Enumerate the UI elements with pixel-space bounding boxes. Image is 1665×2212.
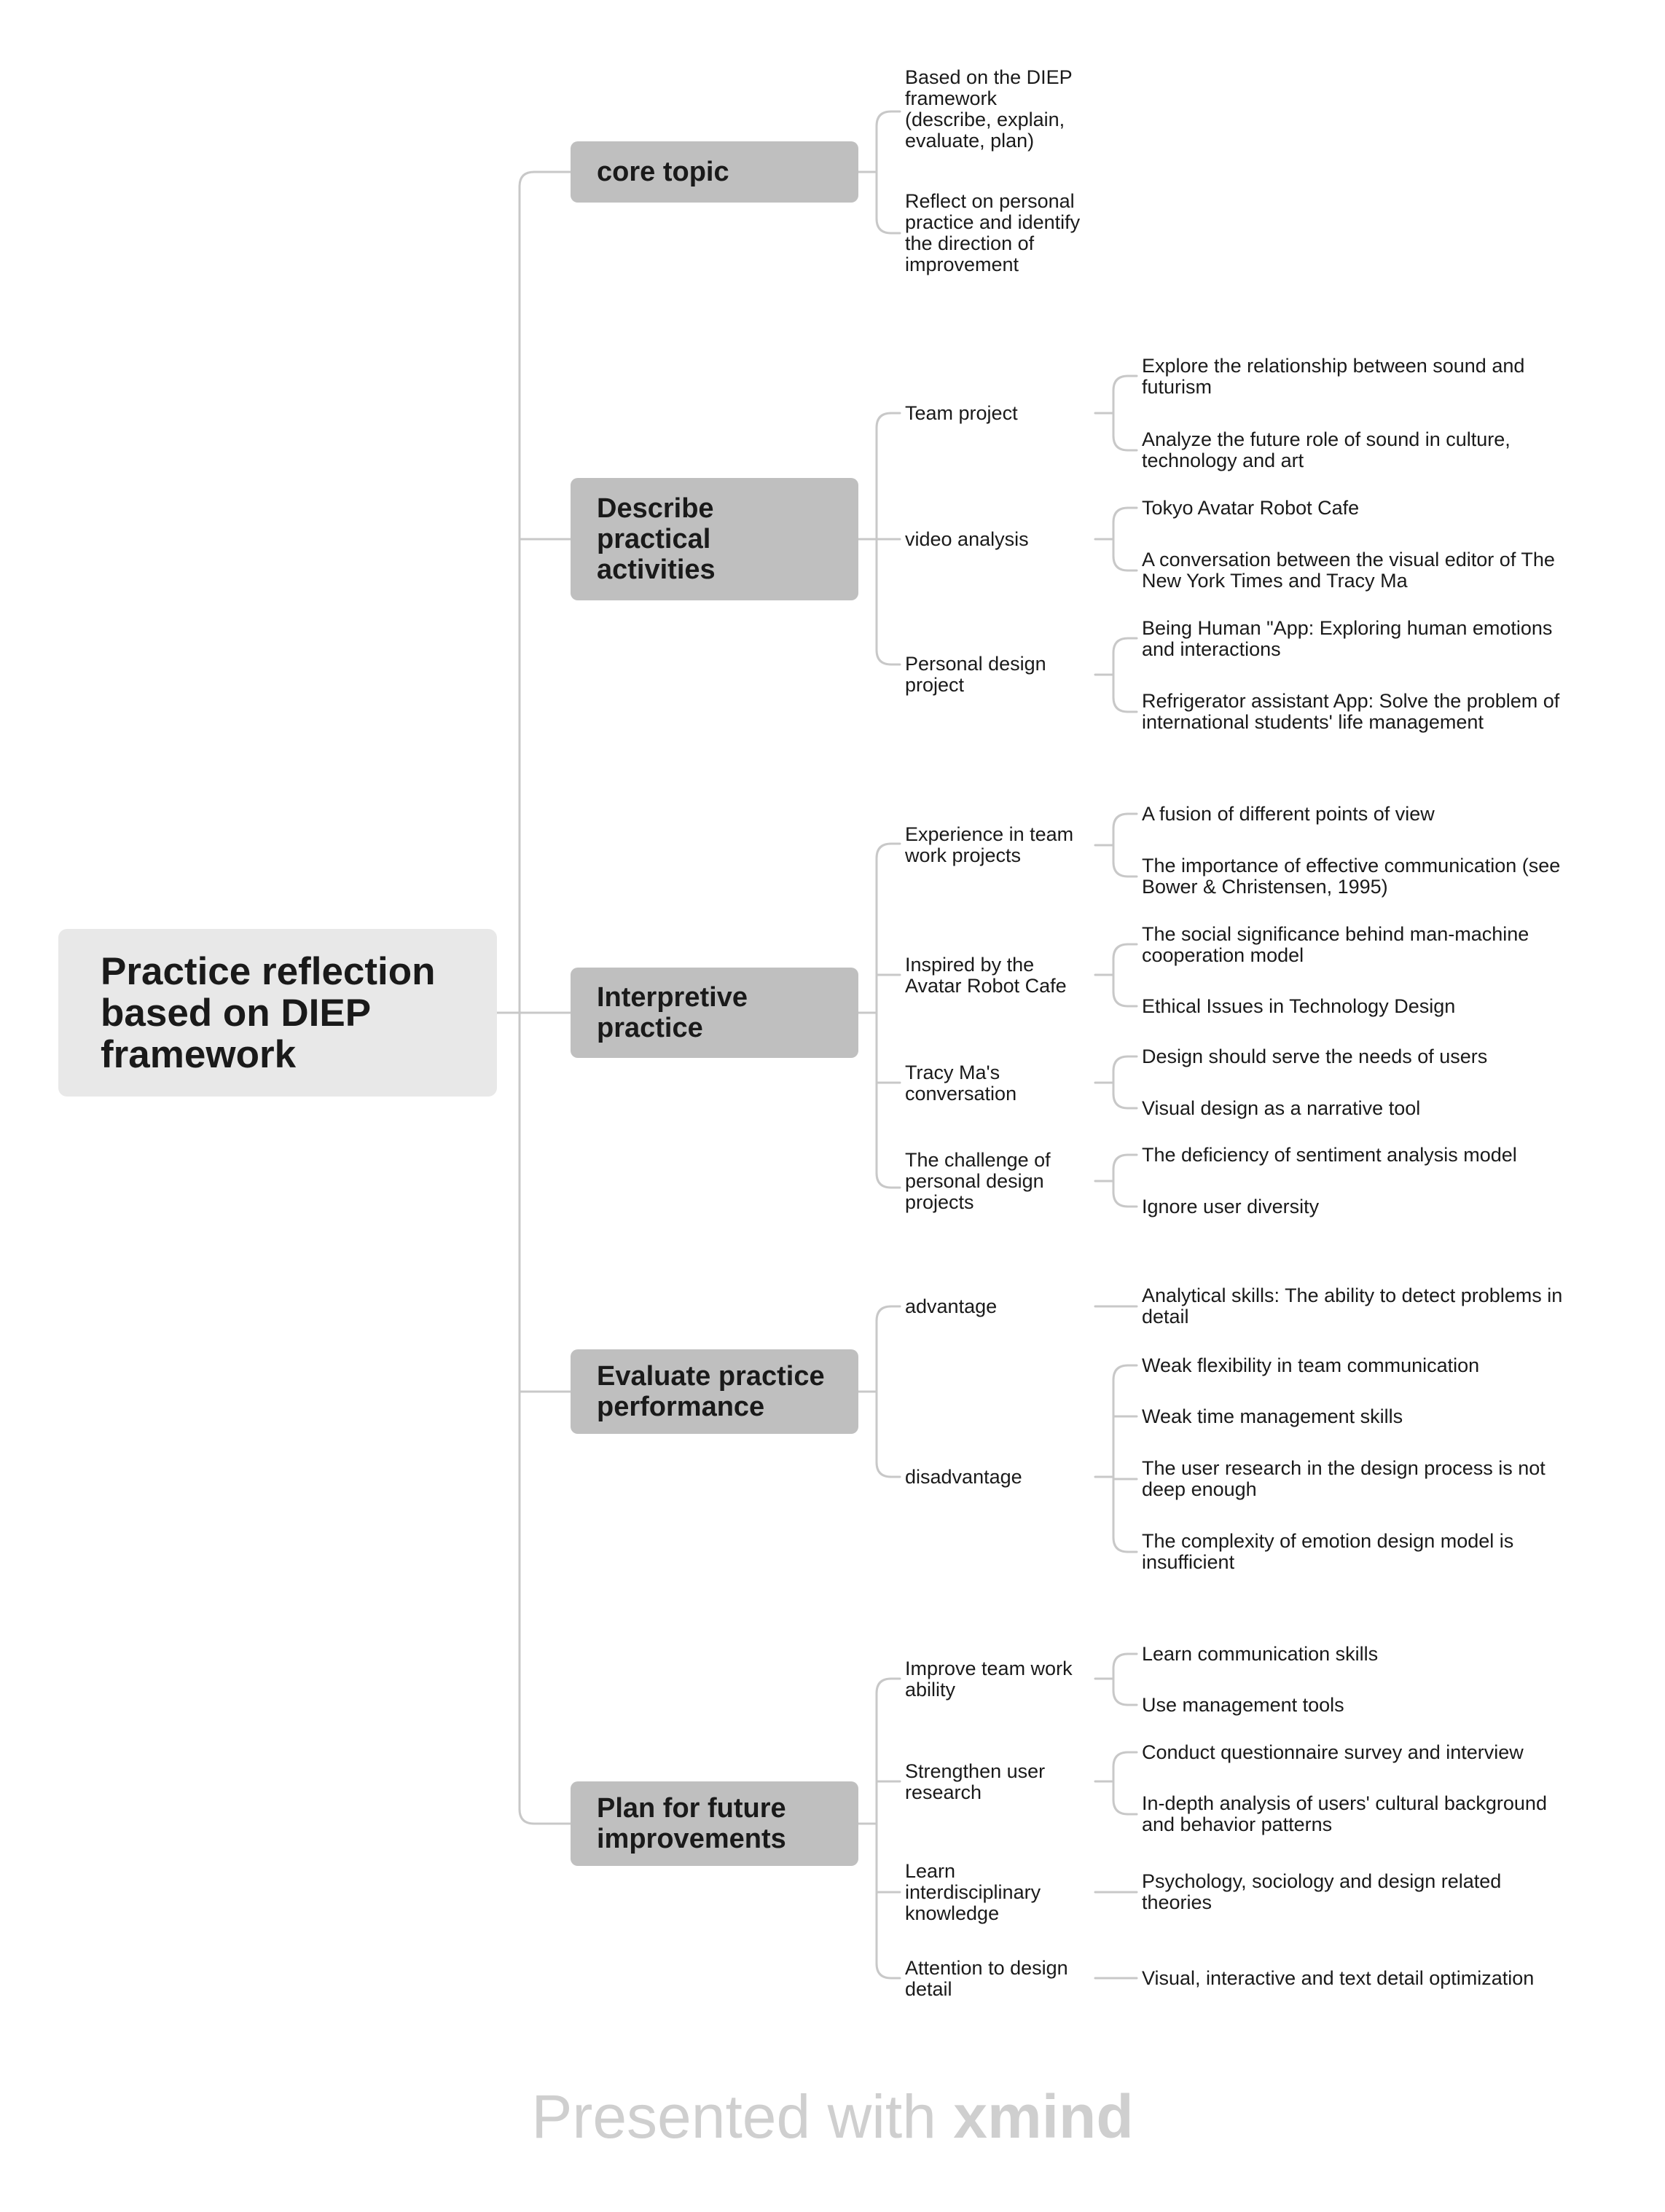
leaf-node[interactable]: A fusion of different points of view — [1142, 803, 1435, 825]
leaf-node[interactable]: Psychology, sociology and design related theories — [1142, 1870, 1502, 1913]
subtopic-node[interactable]: Improve team work ability — [905, 1658, 1073, 1701]
leaf-node[interactable]: Weak time management skills — [1142, 1405, 1403, 1427]
subtopic-node[interactable]: Experience in team work projects — [905, 823, 1074, 866]
branch-core-topic[interactable] — [571, 141, 858, 203]
branch-label: Evaluate practice performance — [597, 1361, 825, 1422]
leaf-node[interactable]: Design should serve the needs of users — [1142, 1046, 1488, 1067]
subtopic-node[interactable]: advantage — [905, 1295, 998, 1317]
leaf-node[interactable]: The social significance behind man-machine cooperation model — [1142, 923, 1529, 966]
leaf-node[interactable]: Analytical skills: The ability to detect problems in detail — [1142, 1285, 1563, 1327]
leaf-node[interactable]: The importance of effective communication (see Bower & Christensen, 1995) — [1142, 855, 1561, 898]
subtopic-node[interactable]: Inspired by the Avatar Robot Cafe — [905, 954, 1067, 997]
subtopic-node[interactable]: Tracy Ma's conversation — [905, 1062, 1017, 1105]
root-title: Practice reflection based on DIEP framework — [101, 949, 436, 1076]
leaf-node[interactable]: The deficiency of sentiment analysis model — [1142, 1144, 1517, 1166]
leaf-node[interactable]: Explore the relationship between sound and futurism — [1142, 355, 1525, 398]
leaf-node[interactable]: Conduct questionnaire survey and interview — [1142, 1741, 1524, 1763]
branch-describe[interactable] — [571, 478, 858, 600]
leaf-node[interactable]: Tokyo Avatar Robot Cafe — [1142, 497, 1360, 519]
footer-prefix: Presented with — [531, 2082, 954, 2151]
leaf-node[interactable]: Refrigerator assistant App: Solve the problem of international students' life management — [1142, 690, 1560, 733]
topic-node[interactable]: Based on the DIEP framework (describe, explain, evaluate, plan) — [905, 66, 1073, 152]
leaf-node[interactable]: Use management tools — [1142, 1694, 1344, 1716]
leaf-node[interactable]: In-depth analysis of users' cultural background and behavior patterns — [1142, 1792, 1547, 1835]
subtopic-node[interactable]: Strengthen user research — [905, 1760, 1046, 1803]
subtopic-node[interactable]: video analysis — [905, 528, 1029, 550]
subtopic-node[interactable]: The challenge of personal design projects — [905, 1149, 1051, 1213]
subtopic-node[interactable]: Personal design project — [905, 653, 1046, 696]
branch-label: Describe practical activities — [597, 493, 716, 585]
subtopic-node[interactable]: disadvantage — [905, 1466, 1022, 1488]
leaf-node[interactable]: Visual design as a narrative tool — [1142, 1097, 1421, 1119]
leaf-node[interactable]: A conversation between the visual editor of The New York Times and Tracy Ma — [1142, 549, 1555, 592]
footer-watermark — [0, 2080, 1665, 2153]
branch-plan[interactable] — [571, 1781, 858, 1866]
leaf-node[interactable]: Ethical Issues in Technology Design — [1142, 995, 1456, 1017]
leaf-node[interactable]: Being Human "App: Exploring human emotions and interactions — [1142, 617, 1553, 660]
leaf-node[interactable]: Visual, interactive and text detail optimization — [1142, 1967, 1535, 1989]
leaf-node[interactable]: Analyze the future role of sound in culture, technology and art — [1142, 428, 1511, 471]
leaf-node[interactable]: Learn communication skills — [1142, 1643, 1379, 1665]
branch-evaluate[interactable] — [571, 1349, 858, 1434]
leaf-node[interactable]: The complexity of emotion design model is insufficient — [1142, 1530, 1514, 1573]
subtopic-node[interactable]: Learn interdisciplinary knowledge — [905, 1860, 1041, 1924]
subtopic-node[interactable]: Team project — [905, 402, 1018, 424]
branch-label: core topic — [597, 157, 729, 187]
xmind-logo: xmind — [953, 2082, 1134, 2151]
subtopic-node[interactable]: Attention to design detail — [905, 1957, 1068, 2000]
branch-interpretive[interactable] — [571, 968, 858, 1058]
topic-node[interactable]: Reflect on personal practice and identify the direction of improvement — [905, 190, 1081, 275]
branch-label: Interpretive practice — [597, 982, 748, 1043]
branch-label: Plan for future improvements — [597, 1793, 786, 1854]
leaf-node[interactable]: Ignore user diversity — [1142, 1196, 1320, 1217]
leaf-node[interactable]: The user research in the design process is not deep enough — [1142, 1457, 1545, 1500]
leaf-node[interactable]: Weak flexibility in team communication — [1142, 1354, 1480, 1376]
root-node[interactable] — [58, 929, 497, 1097]
